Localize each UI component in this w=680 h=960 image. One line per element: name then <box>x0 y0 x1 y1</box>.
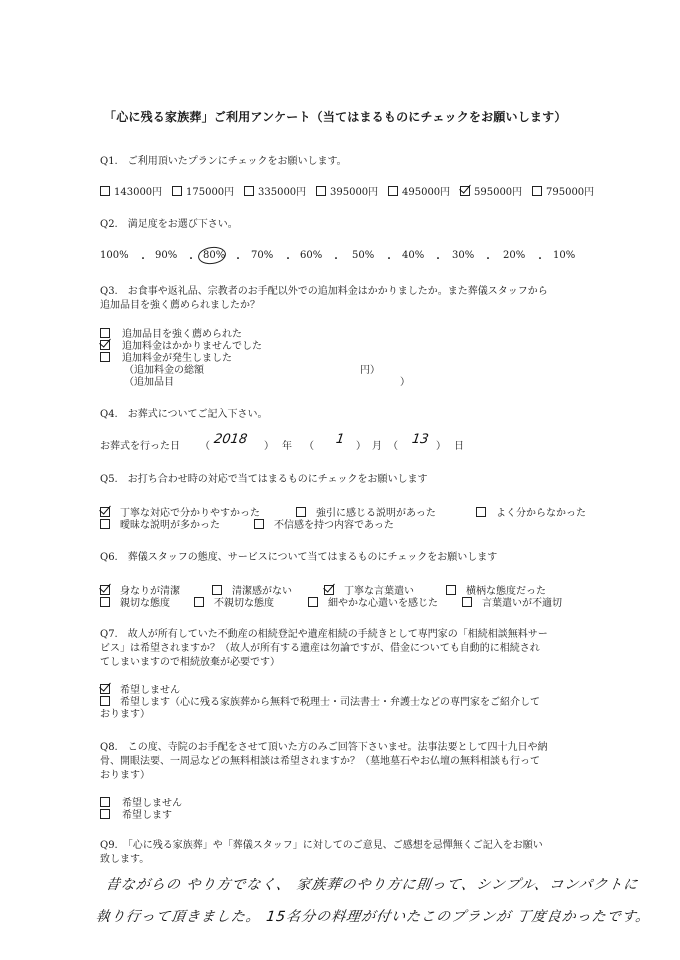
q1-option-175000[interactable] <box>172 183 244 198</box>
q3-extra-total-label: （追加料金の総額 <box>124 365 204 376</box>
q1-option-335000[interactable] <box>244 183 316 198</box>
q1-option-label: 795000円 <box>546 187 595 198</box>
q1-question: Q1. ご利用頂いたプランにチェックをお願いします。 <box>100 156 347 167</box>
paren-open: （ <box>200 441 210 452</box>
q3-option-label: 追加品目を強く薦められた <box>122 329 242 340</box>
q6-option-attentive[interactable] <box>308 594 438 609</box>
q6-option-label: 親切な態度 <box>120 598 170 609</box>
checkbox-icon[interactable] <box>532 186 542 196</box>
q7-question-line2: ビス」は希望されますか？（故人が所有する遺産は勿論ですが、借金についても自動的に相続され <box>100 643 540 654</box>
q3-extra-items-end: ） <box>400 377 410 388</box>
q2-option-80[interactable]: 80% <box>203 250 226 261</box>
q2-question: Q2. 満足度をお選び下さい。 <box>100 219 238 230</box>
q6-option-label: 細やかな心遣いを感じた <box>328 598 438 609</box>
q7-option-yes[interactable] <box>100 693 540 708</box>
checkbox-icon[interactable] <box>462 597 472 607</box>
checkbox-icon[interactable] <box>100 352 110 362</box>
checkbox-checked-icon[interactable] <box>324 585 334 595</box>
q1-option-label: 595000円 <box>474 187 523 198</box>
checkbox-checked-icon[interactable] <box>460 186 470 196</box>
selection-circle-mark <box>197 245 227 266</box>
q6-option-label: 身なりが清潔 <box>120 586 180 597</box>
checkbox-icon[interactable] <box>100 597 110 607</box>
checkbox-icon[interactable] <box>308 597 318 607</box>
q6-option-label: 不親切な態度 <box>214 598 274 609</box>
q6-option-kind[interactable] <box>100 594 170 609</box>
q3-question-line2: 追加品目を強く薦められましたか？ <box>100 300 260 311</box>
q4-day-unit: 日 <box>454 441 464 452</box>
survey-title: 「心に残る家族葬」ご利用アンケート（当てはまるものにチェックをお願いします） <box>104 110 567 124</box>
q1-option-label: 395000円 <box>330 187 379 198</box>
q2-separator: ・ <box>331 254 341 265</box>
q1-option-143000[interactable] <box>100 183 172 198</box>
checkbox-icon[interactable] <box>172 186 182 196</box>
paren-close: ） <box>264 441 274 452</box>
q7-question-line3: てしまいますので相続放棄が必要です） <box>100 657 280 668</box>
q4-question: Q4. お葬式についてご記入下さい。 <box>100 409 268 420</box>
q4-year-value[interactable]: 2018 <box>212 432 249 447</box>
q1-option-label: 335000円 <box>258 187 307 198</box>
checkbox-icon[interactable] <box>296 507 306 517</box>
q9-answer-line1[interactable]: 昔ながらの やり方でなく、 家族葬のやり方に則って、シンプル、コンパクトに <box>104 877 640 893</box>
q9-answer-line2[interactable]: 執り行って頂きました。 15名分の料理が付いたこのプランが 丁度良かったです。 <box>94 909 652 925</box>
q5-question: Q5. お打ち合わせ時の対応で当てはまるものにチェックをお願いします <box>100 474 428 485</box>
q6-option-label: 丁寧な言葉遣い <box>344 586 414 597</box>
q2-option-20[interactable]: 20% <box>503 250 526 261</box>
checkbox-icon[interactable] <box>100 186 110 196</box>
q1-option-label: 495000円 <box>402 187 451 198</box>
paren-close: ） <box>436 441 446 452</box>
q2-option-90[interactable]: 90% <box>155 250 178 261</box>
q2-separator: ・ <box>186 254 196 265</box>
q6-option-unkind[interactable] <box>194 594 274 609</box>
q8-question-line1: Q8. この度、寺院のお手配をさせて頂いた方のみご回答下さいませ。法事法要として四十九日や納 <box>100 742 548 753</box>
q4-month-value[interactable]: 1 <box>334 432 346 447</box>
checkbox-icon[interactable] <box>446 585 456 595</box>
q1-option-label: 143000円 <box>114 187 163 198</box>
q2-option-100[interactable]: 100% <box>100 250 129 261</box>
q8-option-yes[interactable] <box>100 806 172 821</box>
q2-option-50[interactable]: 50% <box>352 250 375 261</box>
q2-option-30[interactable]: 30% <box>452 250 475 261</box>
q1-options <box>100 183 604 198</box>
q5-option-label: 不信感を持つ内容であった <box>274 520 394 531</box>
checkbox-icon[interactable] <box>100 696 110 706</box>
q6-option-label: 横柄な態度だった <box>466 586 546 597</box>
q8-question-line3: おります） <box>100 770 150 781</box>
checkbox-icon[interactable] <box>254 519 264 529</box>
q2-separator: ・ <box>283 254 293 265</box>
checkbox-icon[interactable] <box>100 519 110 529</box>
q2-separator: ・ <box>138 254 148 265</box>
q6-question: Q6. 葬儀スタッフの態度、サービスについて当てはまるものにチェックをお願いします <box>100 552 498 563</box>
checkbox-icon[interactable] <box>212 585 222 595</box>
q2-option-70[interactable]: 70% <box>251 250 274 261</box>
q5-option-vague[interactable] <box>100 516 220 531</box>
q9-question-line2: 致します。 <box>100 854 150 865</box>
q7-option-label: 希望します（心に残る家族葬から無料で税理士・司法書士・弁護士などの専門家をご紹介して <box>120 697 540 708</box>
q6-option-label: 清潔感がない <box>232 586 292 597</box>
q5-option-label: 曖昧な説明が多かった <box>120 520 220 531</box>
q3-extra-total-end: 円） <box>360 365 380 376</box>
checkbox-icon[interactable] <box>100 797 110 807</box>
q2-separator: ・ <box>384 254 394 265</box>
checkbox-icon[interactable] <box>476 507 486 517</box>
q1-option-label: 175000円 <box>186 187 235 198</box>
q3-extra-items-label: （追加品目 <box>124 377 174 388</box>
checkbox-icon[interactable] <box>100 809 110 819</box>
q5-option-distrust[interactable] <box>254 516 394 531</box>
paren-open: （ <box>304 441 314 452</box>
q6-option-label: 言葉遣いが不適切 <box>482 598 562 609</box>
checkbox-icon[interactable] <box>244 186 254 196</box>
q2-option-60[interactable]: 60% <box>300 250 323 261</box>
q1-option-395000[interactable] <box>316 183 388 198</box>
q2-separator: ・ <box>233 254 243 265</box>
paren-open: （ <box>388 441 398 452</box>
q4-day-value[interactable]: 13 <box>410 432 430 447</box>
q9-question-line1: Q9. 「心に残る家族葬」や「葬儀スタッフ」に対してのご意見、ご感想を忌憚無くご記入をお願い <box>100 840 543 851</box>
q1-option-495000[interactable] <box>388 183 460 198</box>
q7-question-line1: Q7. 故人が所有していた不動産の相続登記や遺産相続の手続きとして専門家の「相続相談無料サー <box>100 629 548 640</box>
q2-separator: ・ <box>483 254 493 265</box>
q2-option-10[interactable]: 10% <box>553 250 576 261</box>
q3-question-line1: Q3. お食事や返礼品、宗教者のお手配以外での追加料金はかかりましたか。また葬儀スタッフから <box>100 286 548 297</box>
q4-year-unit: 年 <box>282 441 292 452</box>
q2-separator: ・ <box>433 254 443 265</box>
q2-separator: ・ <box>535 254 545 265</box>
checkbox-checked-icon[interactable] <box>100 507 110 517</box>
q3-option-label: 追加料金はかかりませんでした <box>122 341 262 352</box>
q5-option-unclear[interactable] <box>476 504 586 519</box>
q5-option-label: 強引に感じる説明があった <box>316 508 436 519</box>
q8-question-line2: 骨、開眼法要、一周忌などの無料相談は希望されますか？（墓地墓石やお仏壇の無料相談も行って <box>100 756 540 767</box>
checkbox-checked-icon[interactable] <box>100 340 110 350</box>
checkbox-checked-icon[interactable] <box>100 684 110 694</box>
q3-option-label: 追加料金が発生しました <box>122 353 232 364</box>
checkbox-icon[interactable] <box>316 186 326 196</box>
paren-close: ） <box>356 441 366 452</box>
q8-option-label: 希望します <box>122 810 172 821</box>
q1-option-595000[interactable] <box>460 183 532 198</box>
q1-option-795000[interactable] <box>532 183 604 198</box>
checkbox-icon[interactable] <box>194 597 204 607</box>
q5-option-label: よく分からなかった <box>496 508 586 519</box>
q2-option-40[interactable]: 40% <box>402 250 425 261</box>
q7-option-yes-cont: おります） <box>100 709 150 720</box>
q7-option-label: 希望しません <box>120 685 180 696</box>
q4-month-unit: 月 <box>372 441 382 452</box>
checkbox-icon[interactable] <box>388 186 398 196</box>
checkbox-checked-icon[interactable] <box>100 585 110 595</box>
q8-option-label: 希望しません <box>122 798 182 809</box>
q6-option-bad-words[interactable] <box>462 594 562 609</box>
q5-option-label: 丁寧な対応で分かりやすかった <box>120 508 260 519</box>
q4-date-label: お葬式を行った日 <box>100 441 180 452</box>
